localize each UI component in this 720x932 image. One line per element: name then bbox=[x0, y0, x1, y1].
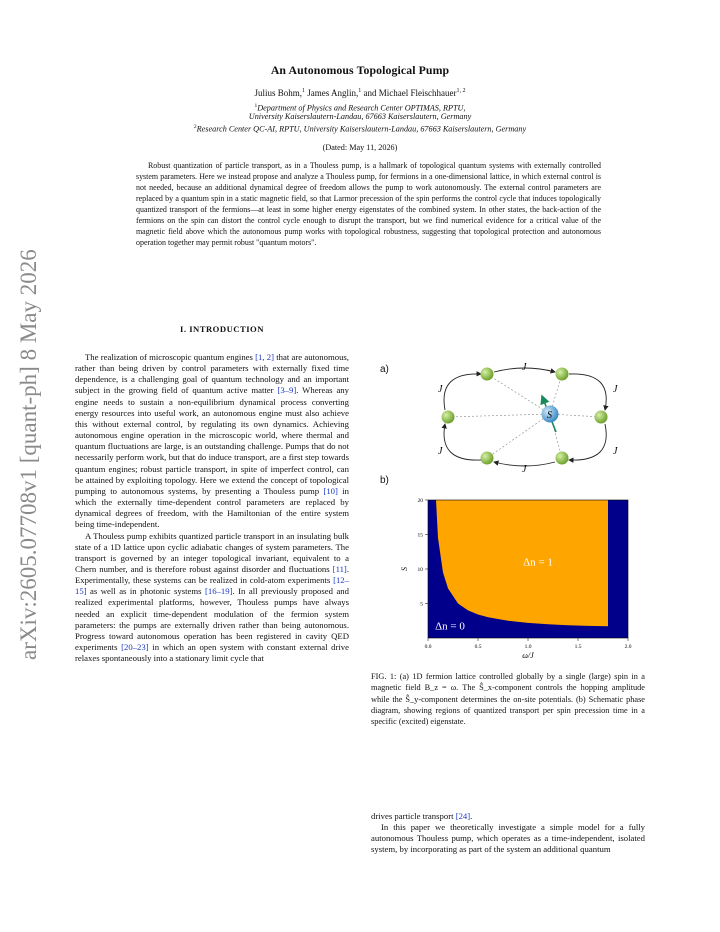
citation-link[interactable]: [10] bbox=[323, 485, 338, 496]
lattice-site bbox=[442, 411, 455, 424]
intro-paragraph-2: A Thouless pump exhibits quantized particle transport in an insulating bulk state of a 1D lattice upon cyclic adiabatic changes of system parameters. The transport is governed by an integer topological invariant, equivalent to a Chern number, and is therefore robust against disorder and fluctuations [11]. Experimentally, these systems can be realized in cold-atom experiments [12–15] as well as in photonic systems [16–19]. In all previously proposed and realized experimental platforms, however, Thouless pumps have always needed an explicit time-dependent modulation of the fermion system parameters: the pumps are externally driven rather than being autonomous. Progress toward autonomous operation has been registered in cavity QED experiments [20–23] in which an open system with constant external drive relaxes spontaneously into a stationary limit cycle that bbox=[75, 530, 349, 664]
lattice-site bbox=[556, 368, 569, 381]
lattice-diagram bbox=[408, 362, 648, 474]
y-tick-label: 15 bbox=[417, 532, 423, 539]
right-paragraph-2: In this paper we theoretically investigate a simple model for a fully autonomous Thouless pump, which operates as a time-independent, isolated system, by incorporating as part of the system an additional quantum bbox=[371, 822, 645, 855]
caption-text: (a) 1D fermion lattice controlled globally by a single (large) spin in a magnetic field B_z = ω. The Ŝ_x-component controls the hopping amplitude while the Ŝ_y-component determines the on-site potentials. (b) Schematic phase diagram, showing regions of quantized transport per spin precession time in a specific (excited) eigenstate. bbox=[371, 672, 645, 727]
y-tick-label: 10 bbox=[417, 567, 423, 573]
panel-a-label: a) bbox=[380, 364, 389, 375]
citation-link[interactable]: [1, 2] bbox=[255, 352, 275, 362]
hopping-arcs bbox=[444, 368, 606, 466]
y-axis-label: S bbox=[400, 567, 409, 571]
figure-caption bbox=[371, 671, 645, 727]
affiliation-2: $^2$Research Center QC-AI, RPTU, University Kaiserslautern-Landau, 67663 Kaiserslautern, Germany bbox=[193, 124, 527, 134]
hopping-label: J bbox=[438, 384, 443, 395]
hopping-label: J bbox=[613, 446, 618, 457]
dated-line: (Dated: May 11, 2026) bbox=[322, 143, 398, 152]
lattice-site bbox=[595, 411, 608, 424]
x-tick-label: 1.5 bbox=[574, 644, 582, 650]
x-tick-label: 0.0 bbox=[424, 644, 432, 650]
right-column bbox=[371, 811, 645, 856]
region-label-dn1: Δn = 1 bbox=[523, 556, 553, 569]
affiliation-1-cont: University Kaiserslautern-Landau, 67663 Kaiserslautern, Germany bbox=[248, 111, 472, 121]
y-tick-label: 5 bbox=[420, 601, 423, 608]
citation-link[interactable]: [3–9] bbox=[277, 385, 297, 396]
author-2: James Anglin, bbox=[307, 88, 359, 98]
left-column bbox=[75, 352, 349, 664]
panel-b-label: b) bbox=[380, 475, 389, 486]
y-tick-label: 20 bbox=[417, 498, 423, 504]
section-heading: I. INTRODUCTION bbox=[180, 324, 264, 334]
author-list: Julius Bohm,$^1$ James Anglin,$^1$ and Michael Fleischhauer$^{1, 2}$ bbox=[254, 88, 466, 98]
x-tick-label: 1.0 bbox=[524, 644, 532, 650]
citation-link[interactable]: [12–15] bbox=[75, 575, 349, 597]
spin-label: S bbox=[547, 410, 552, 421]
affiliation-1: $^1$Department of Physics and Research Center OPTIMAS, RPTU, bbox=[254, 103, 466, 113]
citation-link[interactable]: [11] bbox=[332, 563, 347, 574]
x-axis-label: ω/J bbox=[522, 651, 534, 658]
lattice-site bbox=[556, 452, 569, 465]
spoke-lines bbox=[448, 374, 601, 458]
hopping-label: J bbox=[522, 464, 527, 474]
citation-link[interactable]: [16–19] bbox=[204, 586, 233, 597]
hopping-label: J bbox=[522, 362, 527, 373]
author-1: Julius Bohm, bbox=[254, 88, 303, 98]
author-3: Michael Fleischhauer bbox=[378, 88, 457, 98]
region-label-dn0: Δn = 0 bbox=[435, 620, 465, 633]
abstract bbox=[136, 161, 601, 249]
lattice-site bbox=[481, 368, 494, 381]
arxiv-stamp-text: arXiv:2605.07708v1 [quant-ph] 8 May 2026 bbox=[16, 249, 41, 660]
hopping-label: J bbox=[438, 446, 443, 457]
x-tick-label: 0.5 bbox=[474, 644, 482, 650]
phase-diagram-chart bbox=[380, 478, 640, 658]
citation-link[interactable]: [20–23] bbox=[121, 642, 149, 653]
right-paragraph-1: drives particle transport [24]. bbox=[371, 811, 473, 821]
intro-paragraph-1: The realization of microscopic quantum engines [1, 2] that are autonomous, rather than being driven by control parameters with externally fixed time dependence, is a challenging goal of quantum technology and an important subject in the growing field of quantum active matter [3–9]. Whereas any engine needs to sustain a non-equilibrium dynamical process converting energy resources into useful work, an autonomous engine must also achieve this without external control, by regulating its own dynamics. Achieving autonomous engine operation in the microscopic world, where thermal and quantum fluctuations are large, is an outstanding challenge. Pumps that do not necessarily perform work, but that do induce transport, are a first step towards quantum engines; robust particle transport, in spite of imperfect control, can be attained by exploiting topology. Here we extend the concept of topological pumping to autonomous systems, by presenting a Thouless pump [10] in which the externally time-dependent control parameters are replaced by dynamical degrees of freedom, with the Hamiltonian of the entire system being time-independent. bbox=[75, 352, 349, 530]
figure-number: FIG. 1: bbox=[371, 672, 397, 681]
hopping-label: J bbox=[613, 384, 618, 395]
paper-title: An Autonomous Topological Pump bbox=[270, 63, 450, 77]
lattice-site bbox=[481, 452, 494, 465]
x-tick-label: 2.0 bbox=[624, 644, 632, 650]
abstract-text: Robust quantization of particle transport, as in a Thouless pump, is a hallmark of topological quantum systems with externally controlled system parameters. Here we instead propose and analyze a Thouless pump, for fermions in a one-dimensional lattice, in which external control is not needed, because an additional dynamical degree of freedom allows the pump to work autonomously. The external control parameters are replaced by a quantum spin in a static magnetic field, so that Larmor precession of the spin performs the control cycle that induces topologically quantized transport of the fermions—at least in some higher energy eigenstates of the combined system. In other states, the back-action of the fermions on the spin can distort the control cycle enough to disrupt the transport, but we find numerical evidence for a critical value of the magnetic field above which the autonomous pump works with topological robustness, suggesting that topological protection and autonomous operation together may permit robust "quantum motors". bbox=[136, 161, 601, 247]
arxiv-stamp bbox=[6, 230, 50, 660]
citation-link[interactable]: [24] bbox=[455, 811, 471, 821]
